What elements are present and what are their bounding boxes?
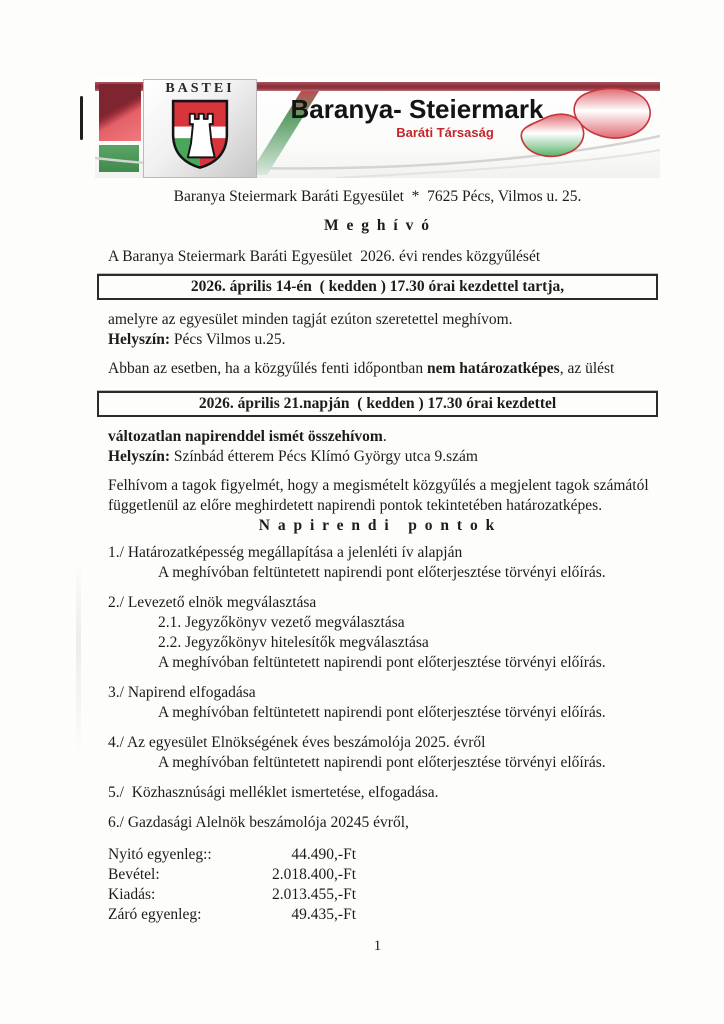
finance-value: 49.435,-Ft — [291, 906, 356, 923]
second-date-box: 2026. április 21.napján ( kedden ) 17.30 órai kezdettel — [97, 391, 658, 417]
note-paragraph: Felhívom a tagok figyelmét, hogy a megismételt közgyűlés a megjelent tagok számától függetlenül az előre meghirdetett napirendi pontok tekintetében határozatképes. — [108, 477, 653, 514]
conditional-line — [108, 359, 664, 379]
org-name: Baranya- Steiermark — [290, 94, 544, 124]
finance-row — [108, 845, 664, 865]
finance-row — [108, 905, 664, 925]
invite-line: amelyre az egyesület minden tagját ezúton szeretettel meghívom. — [108, 311, 513, 328]
agenda-item-sub: A meghívóban feltüntetett napirendi pont előterjesztése törvényi előírás. — [158, 754, 606, 771]
intro-line: A Baranya Steiermark Baráti Egyesület 2026. évi rendes közgyűlését — [108, 248, 541, 265]
finance-row — [108, 865, 664, 885]
address-line: Baranya Steiermark Baráti Egyesület * 7625 Pécs, Vilmos u. 25. — [173, 188, 582, 205]
agenda-item-sub: A meghívóban feltüntetett napirendi pont előterjesztése törvényi előírás. — [158, 704, 606, 721]
finance-value: 2.013.455,-Ft — [272, 886, 356, 903]
agenda-item-text: Levezető elnök megválasztása — [127, 594, 317, 611]
repeat-line — [108, 427, 664, 447]
conditional-bold: nem határozatképes — [426, 360, 560, 377]
location2-label: Helyszín: — [108, 448, 170, 465]
page-number: 1 — [373, 938, 382, 954]
repeat-bold: változatlan napirenddel ismét összehívom — [108, 428, 383, 445]
agenda-item-5 — [108, 783, 664, 803]
agenda-item-sub: 2.1. Jegyzőkönyv vezető megválasztása — [158, 614, 405, 631]
agenda-item-text: Gazdasági Alelnök beszámolója 20245 évről, — [127, 814, 409, 831]
location-line-2 — [108, 447, 664, 467]
agenda-item-main — [108, 543, 664, 563]
agenda-item-6 — [108, 813, 664, 833]
agenda-item-number: 3./ — [108, 684, 128, 701]
agenda-item-sub: A meghívóban feltüntetett napirendi pont előterjesztése törvényi előírás. — [158, 654, 606, 671]
finance-label: Nyitó egyenleg:: — [108, 846, 212, 863]
bastei-logo — [143, 79, 257, 178]
agenda-item-main — [108, 813, 664, 833]
agenda-item-4 — [108, 733, 664, 773]
conditional-post: , az ülést — [559, 360, 615, 377]
location1-value: Pécs Vilmos u.25. — [170, 331, 286, 348]
agenda-item-number: 2./ — [108, 594, 128, 611]
agenda-item-sub: A meghívóban feltüntetett napirendi pont előterjesztése törvényi előírás. — [158, 564, 606, 581]
agenda-list — [108, 543, 664, 925]
scan-streak — [76, 560, 81, 760]
finance-label: Bevétel: — [108, 866, 160, 883]
finance-row — [108, 885, 664, 905]
repeat-post: . — [382, 428, 387, 445]
agenda-item-number: 4./ — [108, 734, 127, 751]
agenda-item-main — [108, 733, 664, 753]
conditional-pre: Abban az esetben, ha a közgyűlés fenti időpontban — [108, 360, 427, 377]
agenda-item-number: 6./ — [108, 814, 128, 831]
first-date-box: 2026. április 14-én ( kedden ) 17.30 órai kezdettel tartja, — [97, 274, 658, 300]
agenda-item-3 — [108, 683, 664, 723]
agenda-item-1 — [108, 543, 664, 583]
location2-value: Színbád étterem Pécs Klímó György utca 9.szám — [170, 448, 478, 465]
location-line-1 — [108, 330, 664, 350]
bastei-shield-icon — [168, 97, 232, 171]
scan-artifact-mark — [80, 96, 83, 140]
agenda-item-2 — [108, 593, 664, 673]
agenda-item-main — [108, 783, 664, 803]
finance-value: 44.490,-Ft — [291, 846, 356, 863]
location1-label: Helyszín: — [108, 331, 170, 348]
document-title: M e g h í v ó — [324, 217, 431, 234]
gray-swoosh-2 — [335, 150, 660, 178]
agenda-item-sub: 2.2. Jegyzőkönyv hitelesítők megválasztása — [158, 634, 429, 651]
letterhead — [95, 78, 660, 178]
agenda-item-text: Határozatképesség megállapítása a jelenléti ív alapján — [127, 544, 463, 561]
agenda-item-text: Közhasznúsági melléklet ismertetése, elfogadása. — [131, 784, 439, 801]
agenda-item-number: 5./ — [108, 784, 132, 801]
steiermark-map-icon — [574, 88, 650, 138]
financial-summary — [108, 845, 664, 925]
agenda-title: N a p i r e n d i p o n t o k — [258, 517, 497, 534]
agenda-item-number: 1./ — [108, 544, 128, 561]
finance-label: Kiadás: — [108, 886, 156, 903]
org-subtitle: Baráti Társaság — [396, 125, 494, 140]
finance-label: Záró egyenleg: — [108, 906, 202, 923]
finance-value: 2.018.400,-Ft — [272, 866, 356, 883]
agenda-item-text: Napirend elfogadása — [127, 684, 256, 701]
agenda-item-text: Az egyesület Elnökségének éves beszámolója 2025. évről — [126, 734, 486, 751]
bastei-logo-text: BASTEI — [165, 81, 235, 96]
agenda-item-main — [108, 683, 664, 703]
agenda-item-main — [108, 593, 664, 613]
